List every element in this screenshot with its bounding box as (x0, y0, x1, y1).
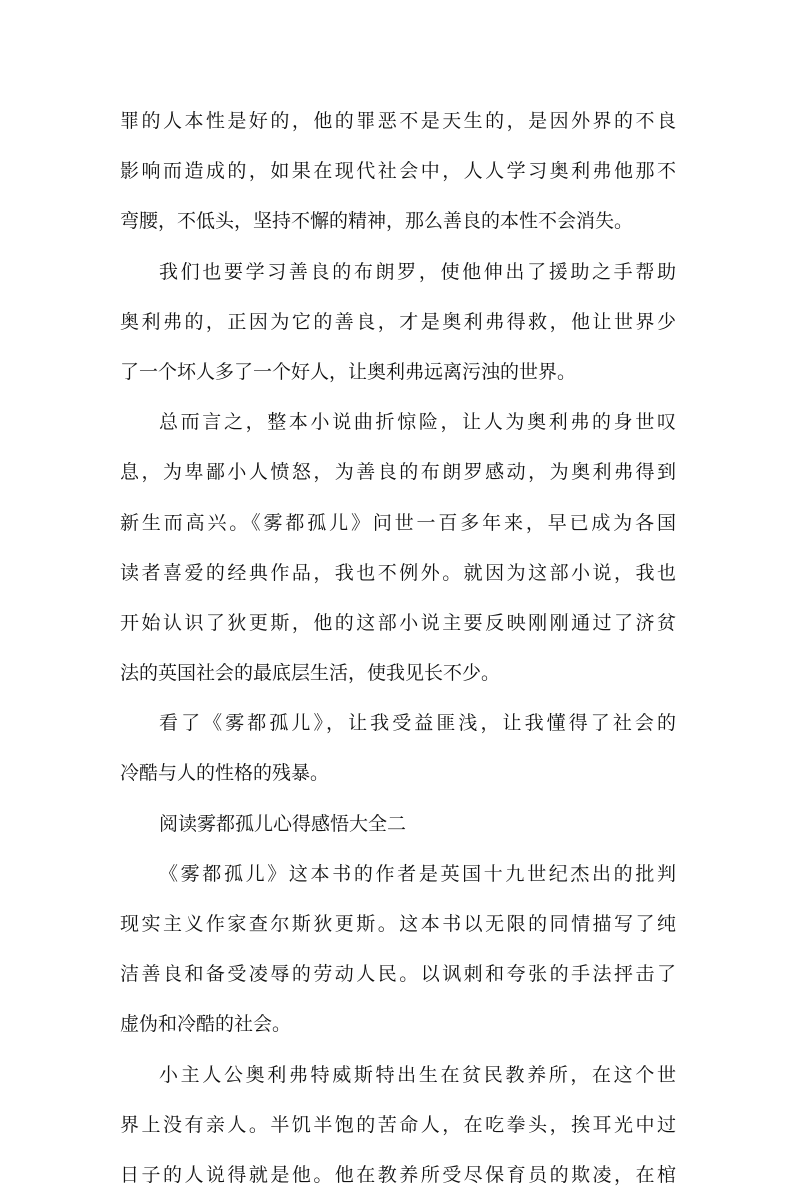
paragraph (120, 96, 676, 247)
text-line: 洁善良和备受凌辱的劳动人民。以讽刺和夸张的手法抨击了 (120, 963, 676, 986)
text-line: 开始认识了狄更斯，他的这部小说主要反映刚刚通过了济贫 (120, 611, 676, 634)
paragraph (120, 1050, 676, 1200)
text-line: 总而言之，整本小说曲折惊险，让人为奥利弗的身世叹 (159, 411, 676, 434)
text-line: 日子的人说得就是他。他在教养所受尽保育员的欺凌，在棺 (120, 1163, 676, 1186)
text-line: 息，为卑鄙小人愤怒，为善良的布朗罗感动，为奥利弗得到 (120, 461, 676, 484)
text-line: 罪的人本性是好的，他的罪恶不是天生的，是因外界的不良 (120, 110, 676, 132)
text-line: 现实主义作家查尔斯狄更斯。这本书以无限的同情描写了纯 (120, 913, 676, 935)
document-body (120, 96, 676, 1200)
text-line: 读者喜爱的经典作品，我也不例外。就因为这部小说，我也 (120, 561, 676, 584)
paragraph (120, 247, 676, 398)
heading-line: 阅读雾都孤儿心得感悟大全二 (159, 812, 407, 835)
text-line: 弯腰，不低头，坚持不懈的精神，那么善良的本性不会消失。 (120, 210, 634, 233)
text-line: 小主人公奥利弗特威斯特出生在贫民教养所，在这个世 (159, 1063, 676, 1086)
text-line: 奥利弗的，正因为它的善良，才是奥利弗得救，他让世界少 (120, 310, 676, 333)
text-line: 我们也要学习善良的布朗罗，使他伸出了援助之手帮助 (159, 260, 676, 283)
paragraph (120, 849, 676, 1050)
text-line: 了一个坏人多了一个好人，让奥利弗远离污浊的世界。 (120, 360, 577, 383)
text-line: 冷酷与人的性格的残暴。 (120, 762, 330, 785)
text-line: 影响而造成的，如果在现代社会中，人人学习奥利弗他那不 (120, 160, 676, 183)
section-heading (120, 799, 676, 849)
text-line: 《雾都孤儿》这本书的作者是英国十九世纪杰出的批判 (159, 862, 676, 885)
text-line: 界上没有亲人。半饥半饱的苦命人，在吃拳头，挨耳光中过 (120, 1113, 676, 1136)
paragraph (120, 397, 676, 698)
paragraph (120, 698, 676, 798)
text-line: 虚伪和冷酷的社会。 (120, 1013, 292, 1036)
text-line: 看了《雾都孤儿》，让我受益匪浅，让我懂得了社会的 (159, 712, 676, 735)
text-line: 新生而高兴。《雾都孤儿》问世一百多年来，早已成为各国 (120, 511, 676, 534)
text-line: 法的英国社会的最底层生活，使我见长不少。 (120, 662, 501, 685)
